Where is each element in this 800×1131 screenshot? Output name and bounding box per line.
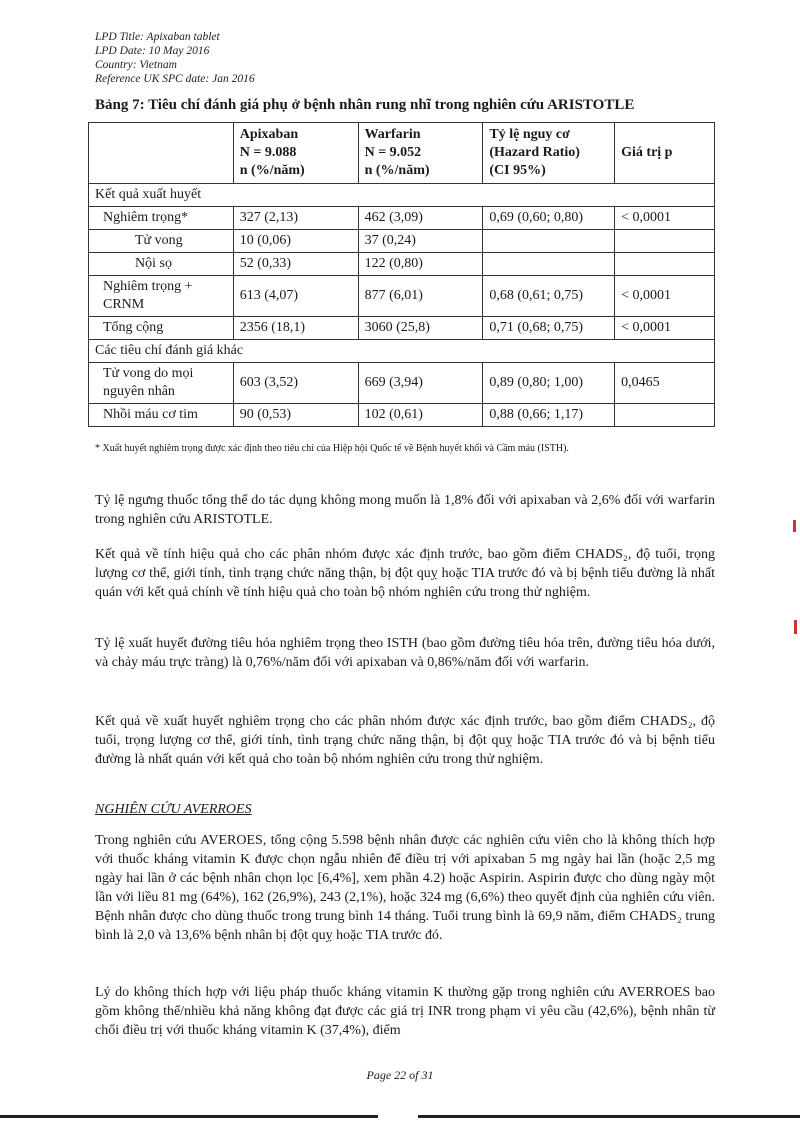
table-row: [89, 253, 715, 276]
cell-apixaban: 2356 (18,1): [233, 317, 358, 340]
cell-warfarin: 669 (3,94): [358, 363, 483, 404]
row-label: Nghiêm trọng + CRNM: [89, 276, 234, 317]
bottom-rule: [418, 1115, 800, 1118]
section-label: Kết quả xuất huyết: [89, 184, 715, 207]
section-label: Các tiêu chí đánh giá khác: [89, 340, 715, 363]
row-label: Tổng cộng: [89, 317, 234, 340]
table-header-row: [89, 123, 715, 184]
section-heading: NGHIÊN CỨU AVERROES: [95, 802, 252, 817]
section-row: [89, 340, 715, 363]
table-row: [89, 317, 715, 340]
table-row: [89, 230, 715, 253]
margin-mark: [793, 520, 796, 532]
row-label: Nội sọ: [89, 253, 234, 276]
cell-hazard-ratio: [483, 230, 615, 253]
header-line: Country: Vietnam: [95, 59, 177, 71]
cell-apixaban: 603 (3,52): [233, 363, 358, 404]
cell-warfarin: 3060 (25,8): [358, 317, 483, 340]
cell-apixaban: 10 (0,06): [233, 230, 358, 253]
paragraph: Tỷ lệ ngưng thuốc tổng thể do tác dụng không mong muốn là 1,8% đối với apixaban và 2,6% đối với warfarin trong nghiên cứu ARISTOTLE.: [95, 493, 715, 527]
row-label: Nghiêm trọng*: [89, 207, 234, 230]
cell-p-value: < 0,0001: [615, 317, 715, 340]
cell-warfarin: 877 (6,01): [358, 276, 483, 317]
cell-apixaban: 613 (4,07): [233, 276, 358, 317]
row-label: Nhồi máu cơ tim: [89, 404, 234, 427]
cell-hazard-ratio: 0,88 (0,66; 1,17): [483, 404, 615, 427]
cell-warfarin: 102 (0,61): [358, 404, 483, 427]
results-table: [88, 122, 715, 427]
cell-p-value: [615, 404, 715, 427]
col-header-apixaban: Apixaban N = 9.088 n (%/năm): [233, 123, 358, 184]
paragraph: Kết quả về tính hiệu quả cho các phân nhóm được xác định trước, bao gồm điểm CHADS₂, độ tuổi, trọng lượng cơ thể, giới tính, tình trạng chức năng thận, bị đột quỵ hoặc TIA trước đó và bị bệnh tiểu đường là nhất quán với kết quả chính về tính hiệu quả cho toàn bộ nhóm nghiên cứu trong thử nghiệm.: [95, 547, 715, 600]
cell-hazard-ratio: 0,69 (0,60; 0,80): [483, 207, 615, 230]
paragraph: Tỷ lệ xuất huyết đường tiêu hóa nghiêm trọng theo ISTH (bao gồm đường tiêu hóa trên, đường tiêu hóa dưới, và chảy máu trực tràng) là 0,76%/năm đối với apixaban và 0,86%/năm đối với warfarin.: [95, 636, 715, 670]
bottom-rule: [0, 1115, 378, 1118]
table-title: Bảng 7: Tiêu chí đánh giá phụ ở bệnh nhân rung nhĩ trong nghiên cứu ARISTOTLE: [95, 97, 635, 113]
cell-hazard-ratio: 0,71 (0,68; 0,75): [483, 317, 615, 340]
paragraph: Lý do không thích hợp với liệu pháp thuốc kháng vitamin K thường gặp trong nghiên cứu AVERROES bao gồm không thể/nhiều khả năng không đạt được các giá trị INR trong phạm vi yêu cầu (42,6%), bệnh nhân từ chối điều trị với thuốc kháng vitamin K (37,4%), điểm: [95, 985, 715, 1038]
header-line: LPD Title: Apixaban tablet: [95, 31, 220, 43]
cell-warfarin: 462 (3,09): [358, 207, 483, 230]
cell-warfarin: 122 (0,80): [358, 253, 483, 276]
paragraph: Kết quả về xuất huyết nghiêm trọng cho các phân nhóm được xác định trước, bao gồm điểm CHADS₂, độ tuổi, trọng lượng cơ thể, giới tính, tình trạng chức năng thận, bị đột quỵ hoặc TIA trước đó và bị bệnh tiểu đường là nhất quán với kết quả cho toàn bộ nhóm nghiên cứu trong thử nghiệm.: [95, 714, 715, 767]
paragraph: Trong nghiên cứu AVEROES, tổng cộng 5.598 bệnh nhân được các nghiên cứu viên cho là không thích hợp với thuốc kháng vitamin K được chọn ngẫu nhiên để điều trị với apixaban 5 mg ngày hai lần (hoặc 2,5 mg ngày hai lần ở các bệnh nhân chọn lọc [6,4%], xem phần 4.2) hoặc Aspirin. Aspirin được cho dùng ngày một lần với liều 81 mg (64%), 162 (26,9%), 243 (2,1%), hoặc 324 mg (6,6%) theo quyết định của nghiên cứu viên. Bệnh nhân được cho dùng thuốc trong trung bình 14 tháng. Tuổi trung bình là 69,9 năm, điểm CHADS₂ trung bình là 2,0 và 13,6% bệnh nhân bị đột quỵ hoặc TIA trước đó.: [95, 833, 715, 943]
cell-p-value: < 0,0001: [615, 207, 715, 230]
cell-apixaban: 327 (2,13): [233, 207, 358, 230]
row-label: Tử vong do mọi nguyên nhân: [89, 363, 234, 404]
section-row: [89, 184, 715, 207]
cell-warfarin: 37 (0,24): [358, 230, 483, 253]
table-row: [89, 363, 715, 404]
cell-apixaban: 90 (0,53): [233, 404, 358, 427]
table-footnote: * Xuất huyết nghiêm trọng được xác định theo tiêu chí của Hiệp hội Quốc tế về Bệnh huyết khối và Cầm máu (ISTH).: [95, 443, 569, 454]
cell-p-value: [615, 253, 715, 276]
cell-p-value: [615, 230, 715, 253]
cell-p-value: 0,0465: [615, 363, 715, 404]
table-row: [89, 404, 715, 427]
table-row: [89, 207, 715, 230]
cell-hazard-ratio: [483, 253, 615, 276]
col-header-p-value: Giá trị p: [615, 123, 715, 184]
table-row: [89, 276, 715, 317]
header-line: Reference UK SPC date: Jan 2016: [95, 73, 255, 85]
col-header-hazard-ratio: Tỷ lệ nguy cơ (Hazard Ratio) (CI 95%): [483, 123, 615, 184]
cell-apixaban: 52 (0,33): [233, 253, 358, 276]
document-header: [95, 30, 255, 86]
margin-mark: [794, 620, 797, 634]
cell-hazard-ratio: 0,89 (0,80; 1,00): [483, 363, 615, 404]
header-line: LPD Date: 10 May 2016: [95, 45, 210, 57]
cell-p-value: < 0,0001: [615, 276, 715, 317]
cell-hazard-ratio: 0,68 (0,61; 0,75): [483, 276, 615, 317]
col-header-warfarin: Warfarin N = 9.052 n (%/năm): [358, 123, 483, 184]
page-number: Page 22 of 31: [366, 1068, 434, 1082]
row-label: Tử vong: [89, 230, 234, 253]
